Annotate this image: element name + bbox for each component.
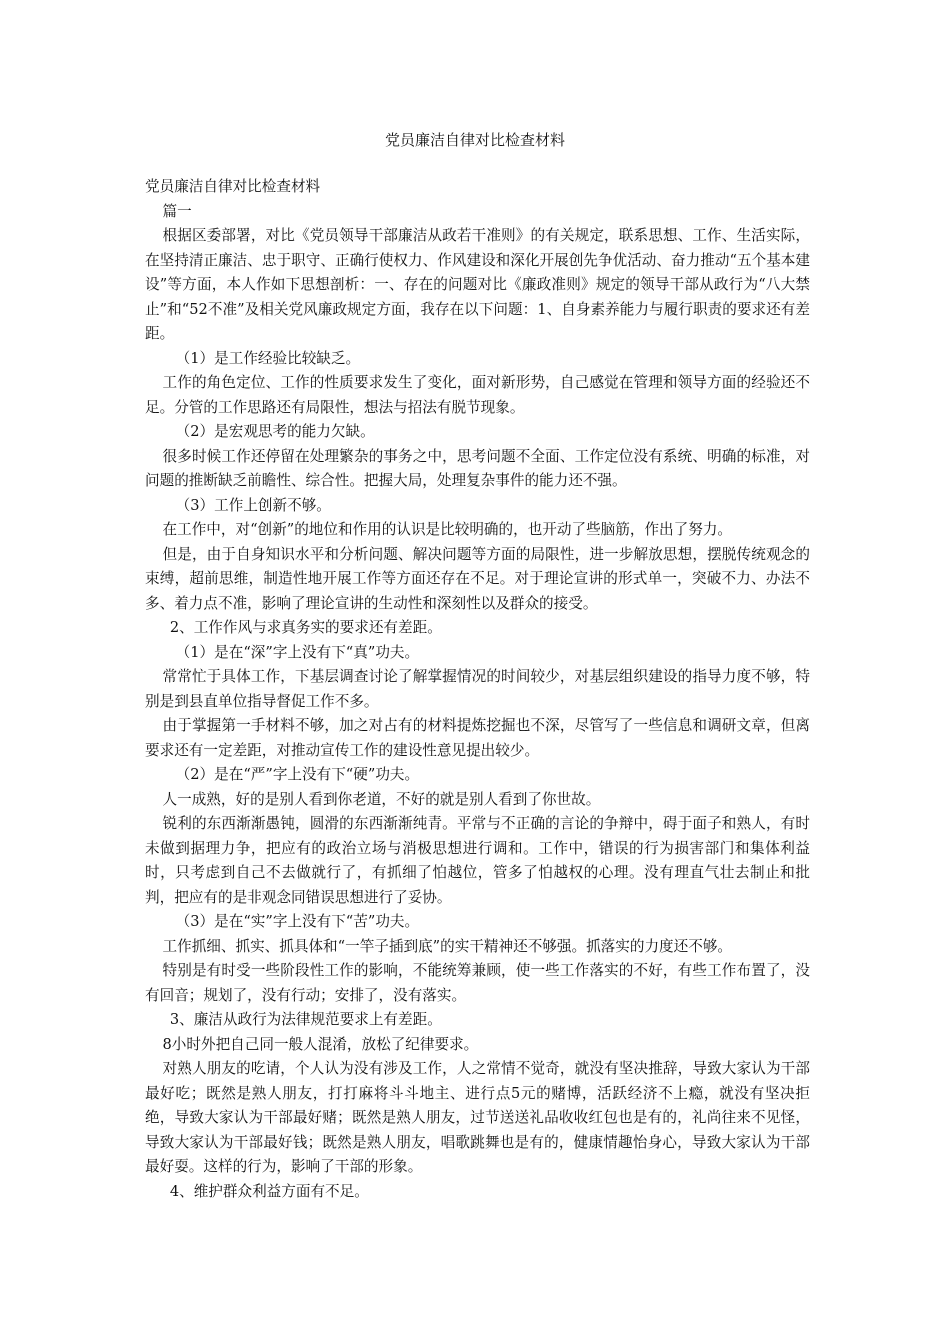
paragraph: 工作抓细、抓实、抓具体和“一竿子插到底”的实干精神还不够强。抓落实的力度还不够。 — [162, 937, 733, 955]
paragraph: 2、工作作风与求真务实的要求还有差距。 — [169, 619, 442, 636]
paragraph: （2）是在“严”字上没有下“硬”功夫。 — [175, 766, 420, 783]
document-title: 党员廉洁自律对比检查材料 — [384, 131, 565, 149]
paragraph: （3）工作上创新不够。 — [175, 496, 331, 514]
paragraph: 篇一 — [162, 202, 192, 220]
paragraph: 4、维护群众利益方面有不足。 — [169, 1182, 369, 1200]
paragraph: 人一成熟，好的是别人看到你老道，不好的就是别人看到了你世故。 — [162, 790, 601, 808]
paragraph: 党员廉洁自律对比检查材料 — [145, 178, 321, 195]
paragraph: 锐利的东西渐渐愚钝，圆滑的东西渐渐纯青。平常与不正确的言论的争辩中，碍于面子和熟人，有时未做到据理力争，把应有的政治立场与消极思想进行调和。工作中，错误的行为损害部门和集体利益时，只考虑到自己不去做就行了，有抓细了怕越位，管多了怕越权的心理。没有理直气壮去制止和批判，把应有的是非观念同错误思想进行了妥协。 — [145, 815, 810, 906]
paragraph: 在工作中，对“创新”的地位和作用的认识是比较明确的，也开动了些脑筋，作出了努力。 — [162, 521, 733, 538]
document-body — [145, 175, 810, 1204]
paragraph: （2）是宏观思考的能力欠缺。 — [175, 423, 375, 440]
paragraph: （1）是工作经验比较缺乏。 — [175, 349, 361, 367]
paragraph: 由于掌握第一手材料不够，加之对占有的材料提炼挖掘也不深，尽管写了一些信息和调研文章，但离要求还有一定差距，对推动宣传工作的建设性意见提出较少。 — [145, 717, 810, 759]
paragraph: 常常忙于具体工作，下基层调查讨论了解掌握情况的时间较少，对基层组织建设的指导力度不够，特别是到县直单位指导督促工作不多。 — [145, 668, 810, 710]
paragraph: 根据区委部署，对比《党员领导干部廉洁从政若干准则》的有关规定，联系思想、工作、生活实际，在坚持清正廉洁、忠于职守、正确行使权力、作风建设和深化开展创先争优活动、奋力推动“五个基本建设”等方面，本人作如下思想剖析：一、存在的问题对比《廉政准则》规定的领导干部从政行为“八大禁止”和“52不准”及相关党风廉政规定方面，我存在以下问题：1、自身素养能力与履行职责的要求还有差距。 — [145, 227, 810, 342]
paragraph: 对熟人朋友的吃请，个人认为没有涉及工作，人之常情不觉奇，就没有坚决推辞，导致大家认为干部最好吃；既然是熟人朋友，打打麻将斗斗地主、进行点5元的赌博，活跃经济不上瘾，就没有坚决拒绝，导致大家认为干部最好赌；既然是熟人朋友，过节送送礼品收收红包也是有的，礼尚往来不见怪，导致大家认为干部最好钱；既然是熟人朋友，唱歌跳舞也是有的，健康情趣怡身心，导致大家认为干部最好耍。这样的行为，影响了干部的形象。 — [145, 1060, 810, 1175]
paragraph: 工作的角色定位、工作的性质要求发生了变化，面对新形势，自己感觉在管理和领导方面的经验还不足。分管的工作思路还有局限性，想法与招法有脱节现象。 — [145, 374, 810, 416]
paragraph: （1）是在“深”字上没有下“真”功夫。 — [175, 643, 420, 661]
paragraph: 但是，由于自身知识水平和分析问题、解决问题等方面的局限性，进一步解放思想，摆脱传统观念的束缚，超前思维，制造性地开展工作等方面还存在不足。对于理论宣讲的形式单一，突破不力、办法不多、着力点不准，影响了理论宣讲的生动性和深刻性以及群众的接受。 — [145, 545, 810, 612]
paragraph: 很多时候工作还停留在处理繁杂的事务之中，思考问题不全面、工作定位没有系统、明确的标准，对问题的推断缺乏前瞻性、综合性。把握大局，处理复杂事件的能力还不强。 — [145, 447, 810, 489]
paragraph: （3）是在“实”字上没有下“苦”功夫。 — [175, 913, 420, 930]
paragraph: 8小时外把自己同一般人混淆，放松了纪律要求。 — [162, 1035, 479, 1053]
paragraph: 3、廉洁从政行为法律规范要求上有差距。 — [169, 1011, 442, 1028]
paragraph: 特别是有时受一些阶段性工作的影响，不能统筹兼顾，使一些工作落实的不好，有些工作布置了，没有回音；规划了，没有行动；安排了，没有落实。 — [145, 962, 810, 1004]
